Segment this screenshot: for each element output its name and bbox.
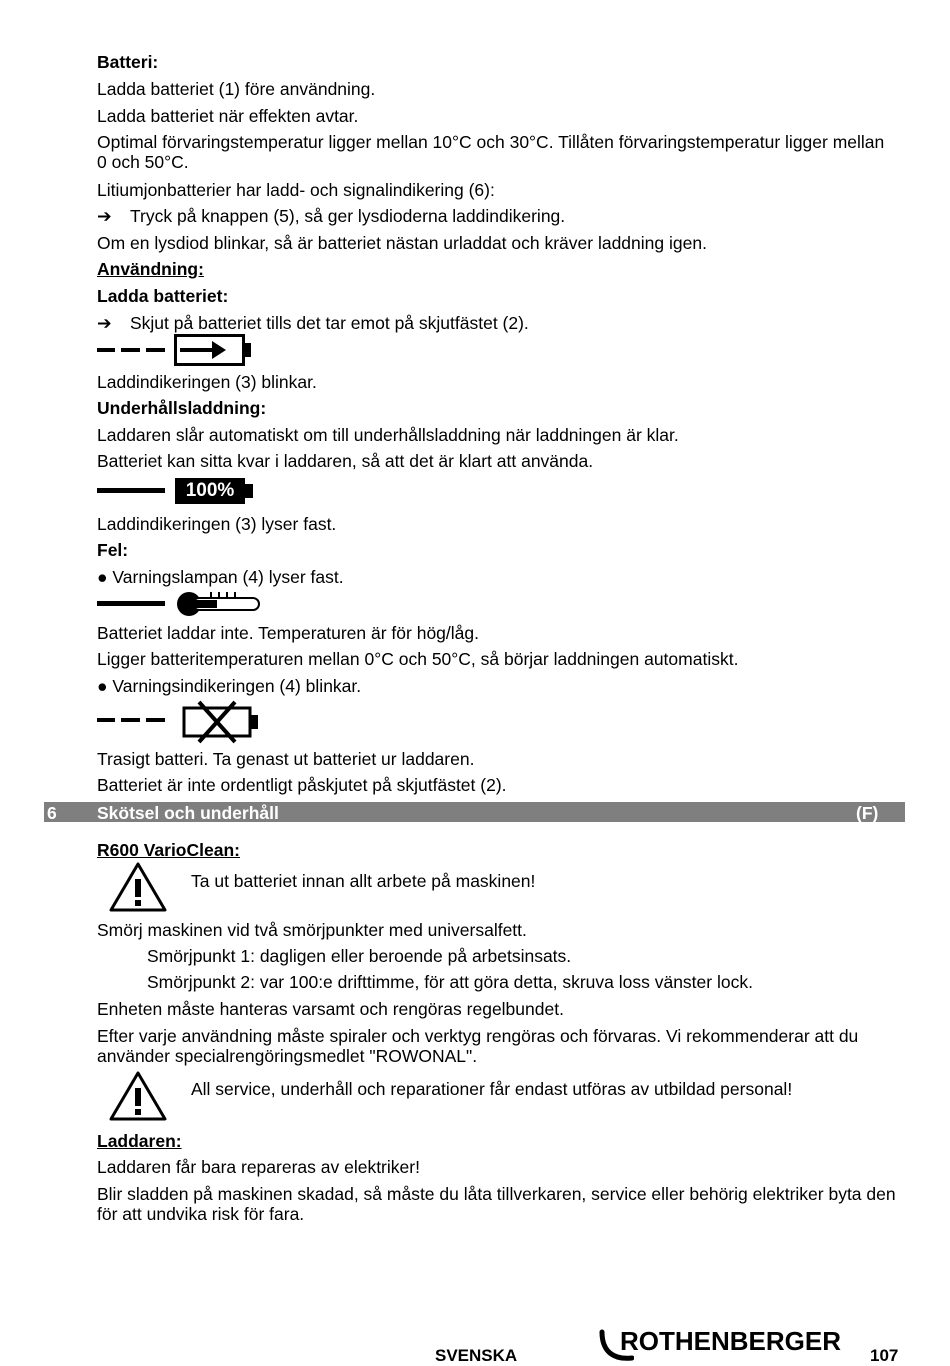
care-line-4: Enheten måste hanteras varsamt och rengöras regelbundet. xyxy=(97,999,564,1019)
maintenance-line-3: Laddindikeringen (3) lyser fast. xyxy=(97,514,337,534)
charge-line-2: Laddindikeringen (3) blinkar. xyxy=(97,372,317,392)
battery-full-icon xyxy=(175,478,245,504)
battery-line-2: Ladda batteriet när effekten avtar. xyxy=(97,106,359,126)
steady-line-indicator xyxy=(97,488,165,493)
warning-text-1: Ta ut batteriet innan allt arbete på maskinen! xyxy=(191,871,536,891)
steady-line-indicator xyxy=(97,601,165,606)
battery-line-5-text: Tryck på knappen (5), så ger lysdioderna laddindikering. xyxy=(130,206,566,226)
charge-line-1-text: Skjut på batteriet tills det tar emot på skjutfästet (2). xyxy=(130,313,529,333)
warning-text-2: All service, underhåll och reparationer får endast utföras av utbildad personal! xyxy=(191,1079,793,1099)
maintenance-line-2: Batteriet kan sitta kvar i laddaren, så att det är klart att använda. xyxy=(97,451,594,471)
maintenance-line-1: Laddaren slår automatiskt om till underhållsladdning när laddningen är klar. xyxy=(97,425,679,445)
page-number: 107 xyxy=(870,1346,899,1365)
battery-defect-icon xyxy=(181,700,261,744)
charger-heading: Laddaren: xyxy=(97,1131,182,1151)
footer-language: SVENSKA xyxy=(435,1346,518,1365)
warning-icon xyxy=(108,861,168,913)
brand-logo xyxy=(598,1326,850,1362)
battery-line-5 xyxy=(97,206,565,226)
section-number: 6 xyxy=(47,803,57,823)
care-line-1: Smörj maskinen vid två smörjpunkter med universalfett. xyxy=(97,920,527,940)
usage-heading: Användning: xyxy=(97,259,204,279)
fault-line-2: Batteriet laddar inte. Temperaturen är för hög/låg. xyxy=(97,623,479,643)
arrow-right-icon: ➔ xyxy=(97,313,112,333)
charge-heading: Ladda batteriet: xyxy=(97,286,229,306)
care-line-5: Efter varje användning måste spiraler och verktyg rengöras och förvaras. Vi rekommenderar att du använder specialrengöringsmedlet "ROWONAL". xyxy=(97,1026,859,1066)
fault-line-4: ● Varningsindikeringen (4) blinkar. xyxy=(97,676,362,696)
battery-charging-icon xyxy=(174,334,254,366)
care-line-3: Smörjpunkt 2: var 100:e drifttimme, för att göra detta, skruva loss vänster lock. xyxy=(147,972,753,992)
charger-line-2: Blir sladden på maskinen skadad, så måste du låta tillverkaren, service eller behörig elektriker byta den för att undvika risk för fara. xyxy=(97,1184,896,1224)
section-title: Skötsel och underhåll xyxy=(97,803,279,823)
care-heading: R600 VarioClean: xyxy=(97,840,240,860)
warning-icon xyxy=(108,1070,168,1122)
battery-heading: Batteri: xyxy=(97,52,159,72)
charge-line-1 xyxy=(97,313,529,333)
arrow-right-icon: ➔ xyxy=(97,206,112,226)
battery-line-6: Om en lysdiod blinkar, så är batteriet nästan urladdat och kräver laddning igen. xyxy=(97,233,707,253)
charger-line-1: Laddaren får bara repareras av elektriker! xyxy=(97,1157,420,1177)
thermometer-icon xyxy=(175,590,263,618)
fault-line-1: ● Varningslampan (4) lyser fast. xyxy=(97,567,344,587)
maintenance-heading: Underhållsladdning: xyxy=(97,398,267,418)
section-heading-bar xyxy=(44,802,905,822)
battery-full-label: 100% xyxy=(185,480,235,501)
care-line-2: Smörjpunkt 1: dagligen eller beroende på arbetsinsats. xyxy=(147,946,572,966)
fault-line-6: Batteriet är inte ordentligt påskjutet på skjutfästet (2). xyxy=(97,775,507,795)
fault-line-5: Trasigt batteri. Ta genast ut batteriet ur laddaren. xyxy=(97,749,475,769)
fault-line-3: Ligger batteritemperaturen mellan 0°C och 50°C, så börjar laddningen automatiskt. xyxy=(97,649,739,669)
battery-line-4: Litiumjonbatterier har ladd- och signalindikering (6): xyxy=(97,180,495,200)
brand-name: ROTHENBERGER xyxy=(620,1326,842,1356)
section-code: (F) xyxy=(856,803,879,823)
battery-line-3: Optimal förvaringstemperatur ligger mellan 10°C och 30°C. Tillåten förvaringstemperatur ligger mellan 0 och 50°C. xyxy=(97,132,885,172)
fault-heading: Fel: xyxy=(97,540,129,560)
battery-line-1: Ladda batteriet (1) före användning. xyxy=(97,79,376,99)
